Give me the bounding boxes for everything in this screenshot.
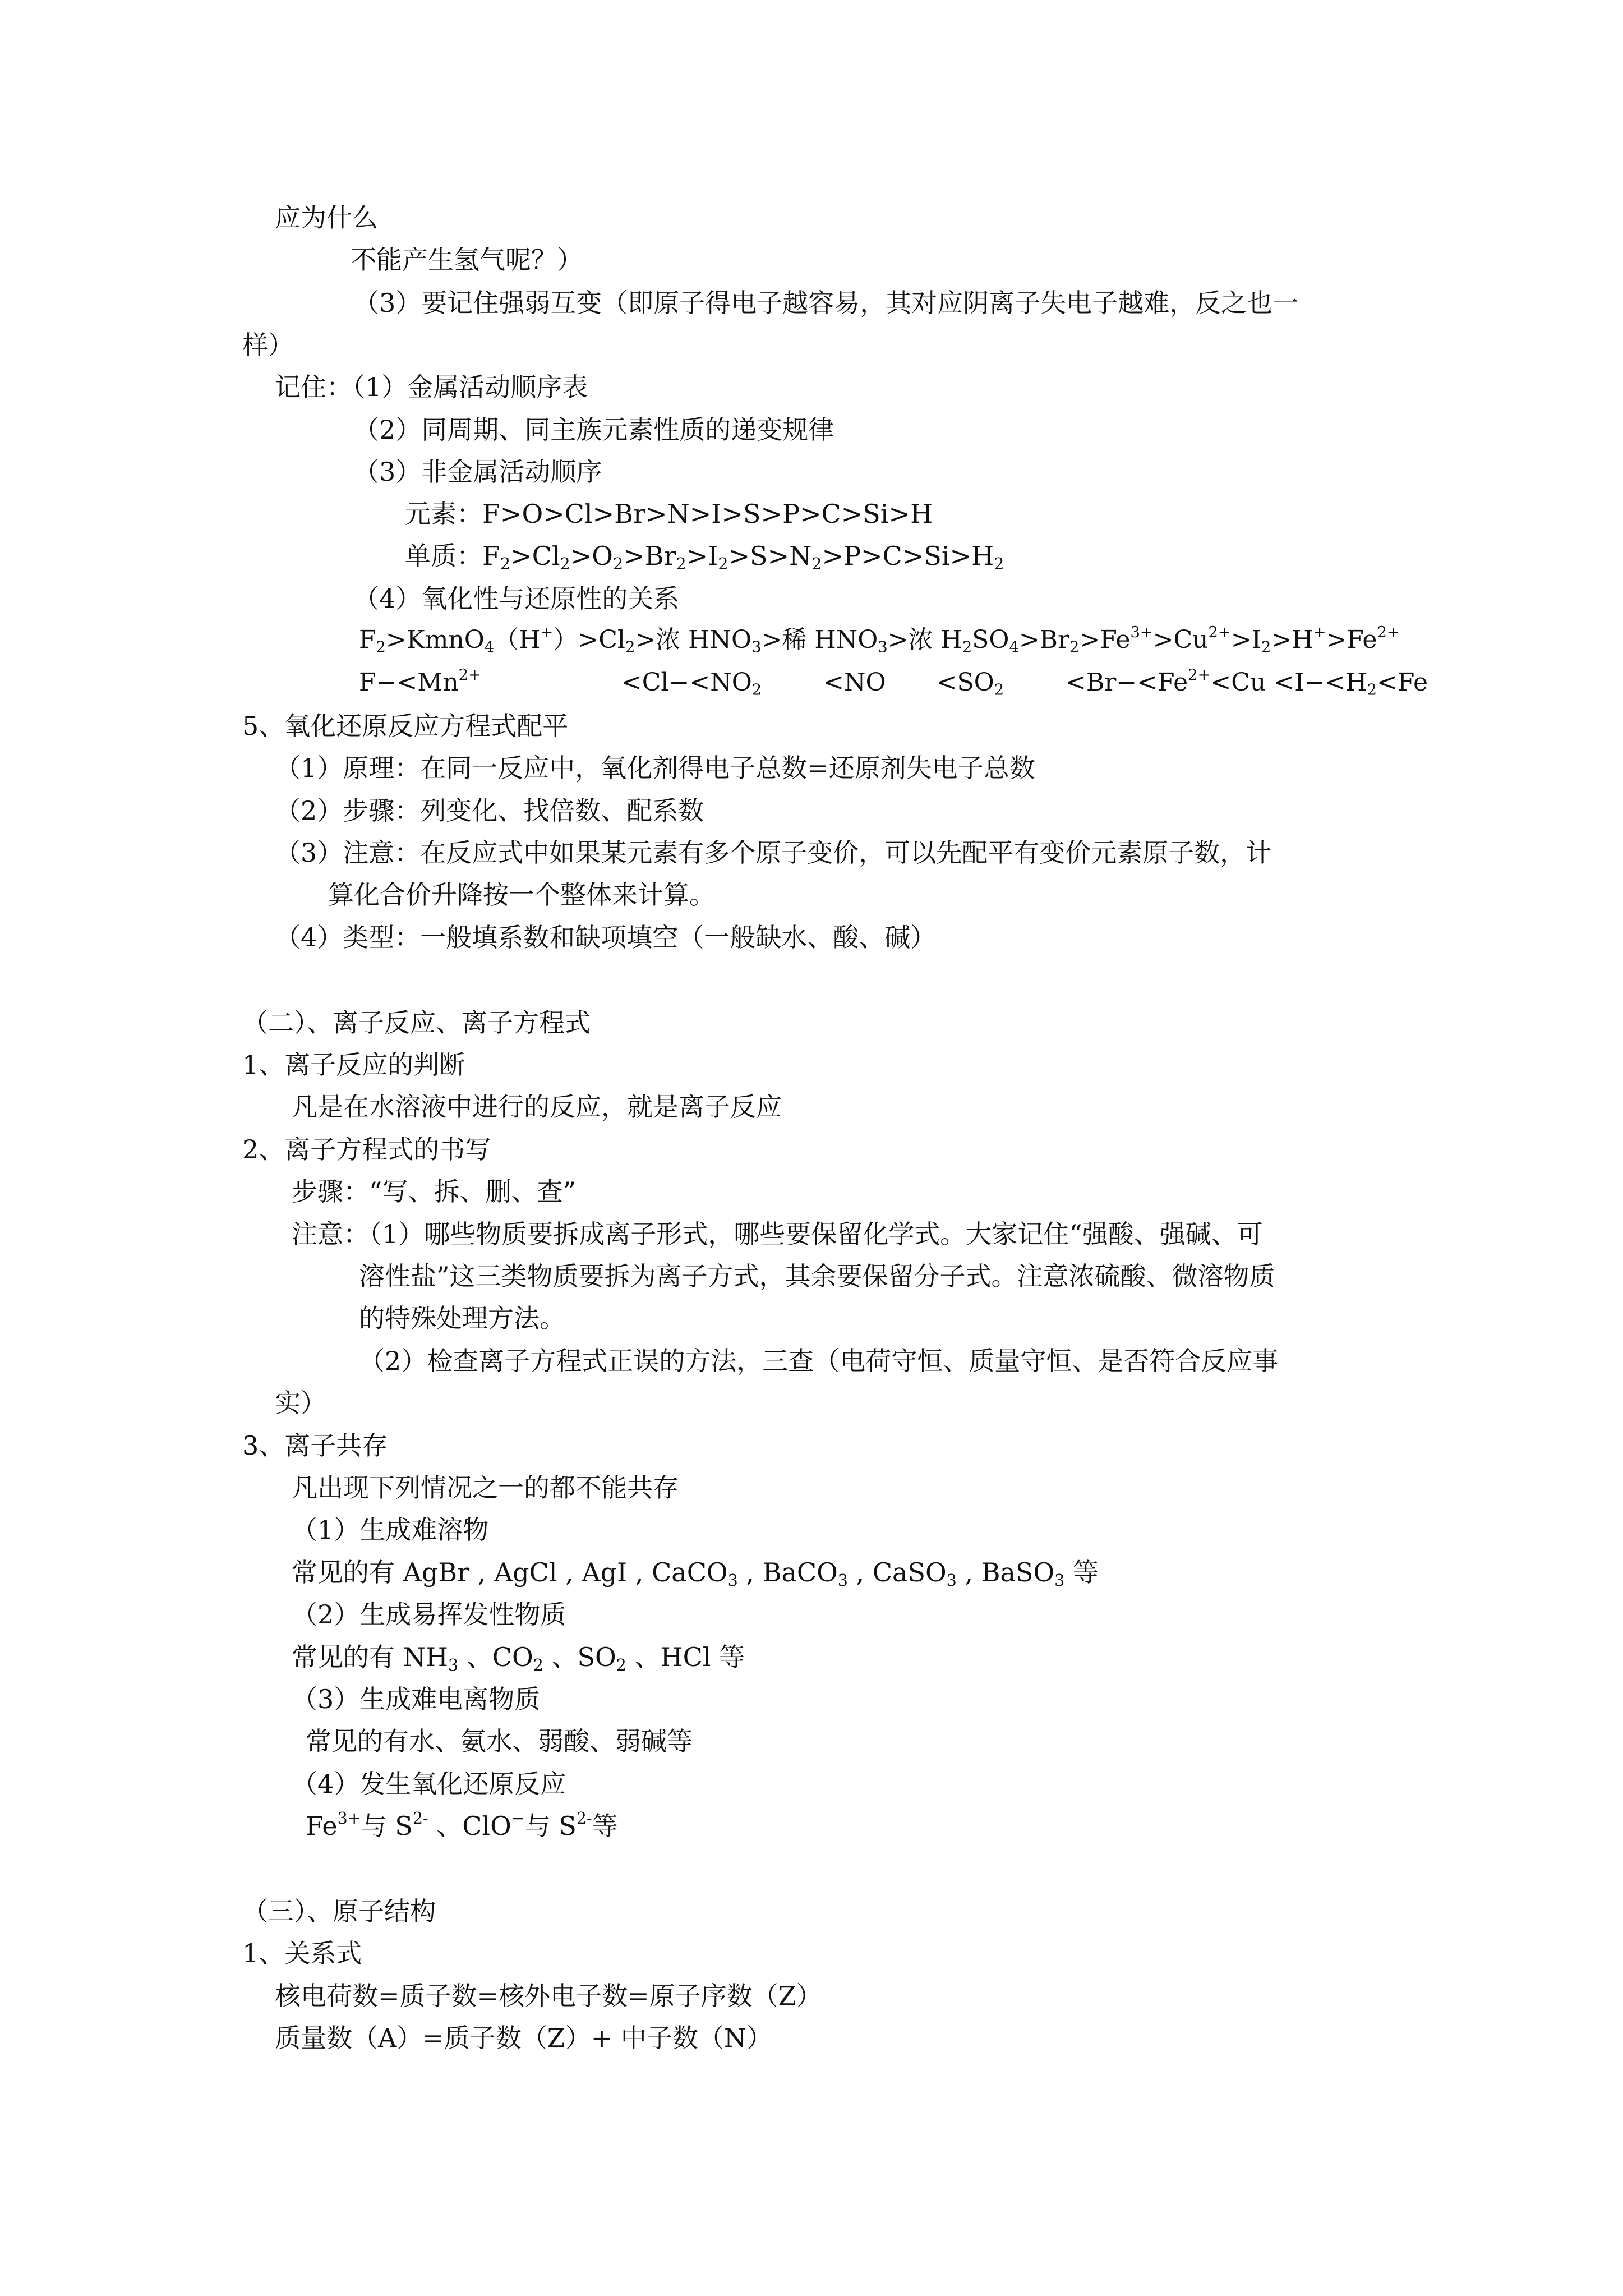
section-heading: 1、离子反应的判断 [242,1050,465,1080]
section-heading: （二）、离子反应、离子方程式 [242,1007,591,1038]
text-line: （3）非金属活动顺序 [353,457,602,487]
elemental-substance-order: 单质：$F_2>Cl_2>O_2>Br_2>I_2>S>N_2>P>C>Si>H_2$ [405,541,1004,573]
text-line: 注意：（1）哪些物质要拆成离子形式，哪些要保留化学式。大家记住“强酸、强碱、可 [292,1219,1263,1249]
text-line: （1）生成难溶物 [292,1515,489,1545]
insoluble-examples: 常见的有 AgBr , AgCl , AgI , CaCO$_3$ , BaCO$_3$ , CaSO$_3$ , BaSO$_3$ 等 [292,1557,1099,1590]
text-line: （3）要记住强弱互变（即原子得电子越容易，其对应阴离子失电子越难，反之也一 [353,288,1299,318]
text-line: 质量数（A）=质子数（Z）+ 中子数（N） [275,2023,773,2053]
section-heading: 3、离子共存 [242,1430,388,1461]
text-line: 不能产生氢气呢？） [351,245,583,275]
section-heading: 5、氧化还原反应方程式配平 [242,711,569,741]
oxidizer-order: $F_2>KmnO_4(H^+)>Cl_2>$浓 $HNO_3>$稀 $HNO_3>$浓 $H_2SO_4>Br_2>Fe^{3+}>Cu^{2+}>I_2>H^+>Fe^{2+}$ [359,623,1400,656]
text-line: 的特殊处理方法。 [359,1303,565,1333]
text-line: （3）注意：在反应式中如果某元素有多个原子变价，可以先配平有变价元素原子数，计 [275,838,1272,868]
text-line: （2）同周期、同主族元素性质的递变规律 [353,415,834,445]
text-line: 应为什么 [275,203,378,233]
text-line: （4）氧化性与还原性的关系 [353,583,680,614]
text-line: （2）步骤：列变化、找倍数、配系数 [275,795,704,826]
section-heading: 1、关系式 [242,1938,362,1968]
text-line: 凡出现下列情况之一的都不能共存 [292,1473,679,1503]
section-heading: （三）、原子结构 [242,1896,436,1926]
reducer-order: $F-<Mn^{2+} <Cl-<NO_2 <NO <SO_2 <Br-<Fe^{2+}<Cu <I-<H_2<Fe$ [359,666,1428,699]
text-line: （1）原理：在同一反应中，氧化剂得电子总数=还原剂失电子总数 [275,753,1035,783]
volatile-examples: 常见的有 $NH_3$ 、$CO_2$ 、$SO_2$ 、HCl 等 [292,1642,745,1674]
text-line: （2）生成易挥发性物质 [292,1599,566,1630]
element-order: 元素：F>O>Cl>Br>N>I>S>P>C>Si>H [405,499,933,529]
text-line: 溶性盐”这三类物质要拆为离子方式，其余要保留分子式。注意浓硫酸、微溶物质 [359,1261,1275,1291]
text-line: 记住：（1）金属活动顺序表 [275,372,588,402]
section-heading: 2、离子方程式的书写 [242,1134,491,1165]
text-line: 算化合价升降按一个整体来计算。 [328,880,715,910]
text-line: 凡是在水溶液中进行的反应，就是离子反应 [292,1092,782,1122]
text-line: 实） [275,1388,326,1418]
text-line: （3）生成难电离物质 [292,1684,541,1714]
text-line: （4）发生氧化还原反应 [292,1769,566,1799]
text-line: 样） [242,330,294,360]
text-line: 核电荷数=质子数=核外电子数=原子序数（Z） [275,1981,822,2011]
text-line: 常见的有水、氨水、弱酸、弱碱等 [306,1726,693,1756]
redox-examples: $Fe^{3+}$与 $S^{2-}$ 、ClO−与 $S^{2-}$等 [306,1809,618,1841]
text-line: （2）检查离子方程式正误的方法，三查（电荷守恒、质量守恒、是否符合反应事 [359,1346,1279,1376]
text-line: 步骤：“写、拆、删、查” [292,1176,577,1207]
text-line: （4）类型：一般填系数和缺项填空（一般缺水、酸、碱） [275,922,937,953]
